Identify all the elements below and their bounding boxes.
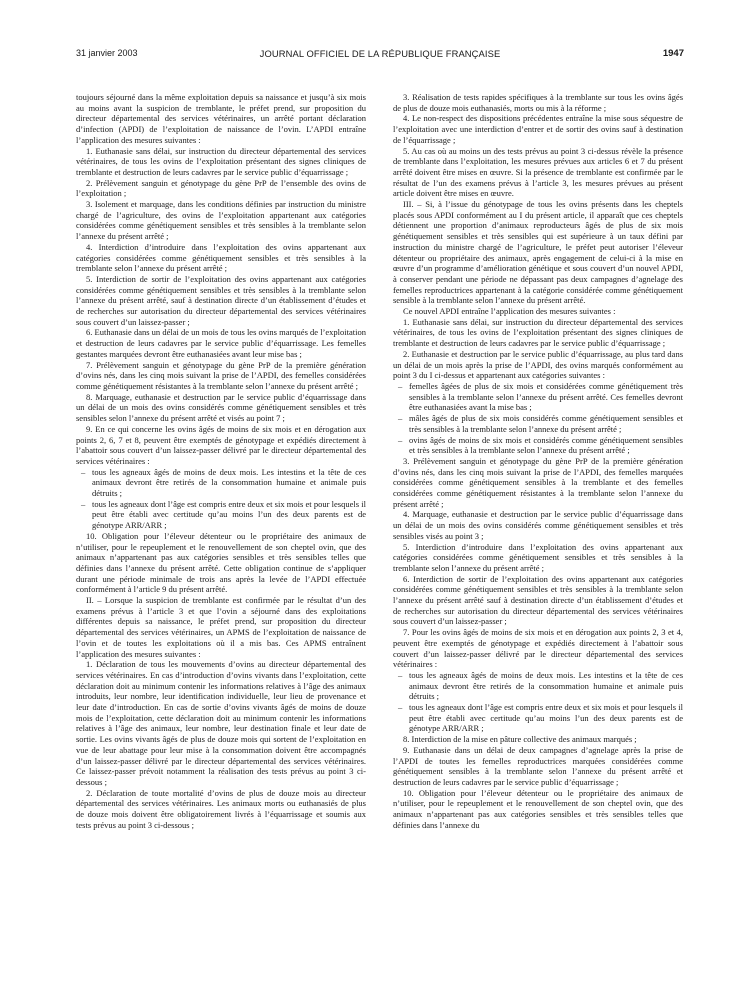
paragraph: 6. Interdiction de sortir de l’exploitation des ovins appartenant aux catégories considérées comme génétiquement sensibles et très sensibles à la tremblante selon l’annexe du présent arrêté sauf à destination directe d’un établissement d’études et de recherches sur autorisation du directeur départemental des services vétérinaires sous couvert d’un laissez-passer ; <box>393 573 683 627</box>
paragraph: 3. Réalisation de tests rapides spécifiques à la tremblante sur tous les ovins âgés de plus de douze mois euthanasiés, morts ou mis à la réforme ; <box>393 92 683 113</box>
paragraph: 2. Prélèvement sanguin et génotypage du gène PrP de l’ensemble des ovins de l’exploitation ; <box>76 177 366 199</box>
journal-title: JOURNAL OFFICIEL DE LA RÉPUBLIQUE FRANÇAISE <box>259 48 501 59</box>
list-item: – ovins âgés de moins de six mois et considérés comme génétiquement sensibles et très sensibles à la tremblante selon l’annexe du présent arrêté ; <box>409 435 683 456</box>
paragraph: 8. Marquage, euthanasie et destruction par le service public d’équarrissage dans un délai de un mois des ovins considérés comme génétiquement sensibles et très sensibles selon l’annexe du présent arrêté et visés au point 7 ; <box>76 391 366 424</box>
paragraph: 5. Au cas où au moins un des tests prévus au point 3 ci-dessus révèle la présence de tremblante dans l’exploitation, les mesures prévues aux articles 6 et 7 du présent arrêté doivent être mises en œuvre. Si la présence de tremblante est confirmée par le résultat de l’un des examens prévus à l’article 3, les mesures prévues au présent article doivent être mises en œuvre. <box>393 145 683 199</box>
paragraph: II. – Lorsque la suspicion de tremblante est confirmée par le résultat d’un des examens prévus à l’article 3 et que l’ovin a séjourné dans des exploitations différentes depuis sa naissance, le préfet prend, sur proposition du directeur départemental des services vétérinaires, un APMS de l’exploitation de naissance de l’ovin et de toutes les exploitations où il a mis bas. Ces APMS entraînent l’application des mesures suivantes : <box>76 595 366 659</box>
paragraph: 4. Interdiction d’introduire dans l’exploitation des ovins appartenant aux catégories considérées comme génétiquement sensibles et très sensibles à la tremblante selon l’annexe du présent arrêté ; <box>76 241 366 274</box>
page-number: 1947 <box>662 48 684 59</box>
paragraph: 2. Déclaration de toute mortalité d’ovins de plus de douze mois au directeur départemental des services vétérinaires. Les animaux morts ou euthanasiés de plus de douze mois doivent être obligatoirement livrés à l’équarrissage et soumis aux tests prévus au point 3 ci-dessous ; <box>76 787 366 830</box>
list-item: – femelles âgées de plus de six mois et considérées comme génétiquement très sensibles à la tremblante selon l’annexe du présent arrêté. Ces femelles devront être euthanasiées avant la mise bas ; <box>409 381 683 413</box>
paragraph: 7. Prélèvement sanguin et génotypage du gène PrP de la première génération d’ovins nés, dans les cinq mois suivant la prise de l’APDI, des femelles considérées comme génétiquement résistantes à la tremblante selon l’annexe du présent arrêté ; <box>76 359 366 391</box>
dash-list <box>76 467 366 531</box>
paragraph: 9. En ce qui concerne les ovins âgés de moins de six mois et en dérogation aux points 2, 6, 7 et 8, peuvent être exemptés de génotypage et expédiés directement à l’abattoir sous couvert d’un laissez-passer délivré par le directeur départemental des services vétérinaires : <box>76 423 366 466</box>
paragraph: 3. Isolement et marquage, dans les conditions définies par instruction du ministre chargé de l’agriculture, des ovins de l’exploitation appartenant aux catégories considérées comme génétiquement sensibles et très sensibles à la tremblante selon l’annexe du présent arrêté ; <box>76 199 366 242</box>
left-column <box>76 92 366 831</box>
list-item: – tous les agneaux âgés de moins de deux mois. Les intestins et la tête de ces animaux devront être retirés de la consommation humaine et animale puis détruits ; <box>409 670 683 702</box>
paragraph: 5. Interdiction d’introduire dans l’exploitation des ovins appartenant aux catégories considérées comme génétiquement sensibles et très sensibles à la tremblante selon l’annexe du présent arrêté ; <box>393 541 683 573</box>
right-column <box>393 92 683 831</box>
paragraph: 1. Euthanasie sans délai, sur instruction du directeur départemental des services vétérinaires, de tous les ovins de l’exploitation présentant des signes cliniques de tremblante et destruction de leurs cadavres par le service public d’équarrissage ; <box>76 145 366 177</box>
paragraph: 5. Interdiction de sortir de l’exploitation des ovins appartenant aux catégories considérées comme génétiquement sensibles et très sensibles à la tremblante selon l’annexe du présent arrêté, sauf à destination directe d’un établissement d’études et de recherches sur autorisation du directeur départemental des services vétérinaires sous couvert d’un laissez-passer ; <box>76 273 366 327</box>
paragraph: 6. Euthanasie dans un délai de un mois de tous les ovins marqués de l’exploitation et destruction de leurs cadavres par le service public d’équarrissage. Les femelles gestantes marquées devront être euthanasiées avant leur mise bas ; <box>76 327 366 359</box>
paragraph: 9. Euthanasie dans un délai de deux campagnes d’agnelage après la prise de l’APDI de toutes les femelles reproductrices marquées considérées comme génétiquement sensibles à la tremblante selon l’annexe du présent arrêté et destruction de leurs cadavres par le service public d’équarrissage ; <box>393 744 683 787</box>
paragraph: 4. Le non-respect des dispositions précédentes entraîne la mise sous séquestre de l’exploitation avec une interdiction d’entrer et de sortir des ovins sauf à destination de l’équarrissage ; <box>393 113 683 145</box>
paragraph: 3. Prélèvement sanguin et génotypage du gène PrP de la première génération d’ovins nés, dans les cinq mois suivant la prise de l’APDI, des femelles marquées considérées comme génétiquement sensibles à la tremblante et des femelles considérées comme génétiquement résistantes à la tremblante selon l’annexe du présent arrêté ; <box>393 455 683 509</box>
paragraph: Ce nouvel APDI entraîne l’application des mesures suivantes : <box>403 306 616 317</box>
page-header <box>76 48 684 62</box>
issue-date: 31 janvier 2003 <box>76 48 138 58</box>
dash-list <box>393 670 683 734</box>
paragraph: 7. Pour les ovins âgés de moins de six mois et en dérogation aux points 2, 3 et 4, peuvent être exemptés de génotypage et expédiés directement à l’abattoir sous couvert d’un laissez-passer délivré par le directeur départemental des services vétérinaires : <box>393 627 683 670</box>
paragraph: III. – Si, à l’issue du génotypage de tous les ovins présents dans les cheptels placés sous APDI conformément au I du présent article, il apparaît que ces cheptels détiennent une proportion d’animaux reproducteurs âgés de plus de six mois génétiquement sensibles et très sensibles qui est supérieure à un taux défini par instruction du ministre chargé de l’agriculture, le préfet peut autoriser l’éleveur détenteur ou propriétaire des animaux, après engagement de celui-ci à la mise en œuvre d’un programme d’amélioration génétique et sous couvert d’un nouvel APDI, à conserver pendant une période ne dépassant pas deux campagnes d’agnelage des femelles reproductrices appartenant à la catégorie considérée comme génétiquement sensible à la tremblante selon l’annexe du présent arrêté. <box>393 199 683 306</box>
list-item: – mâles âgés de plus de six mois considérés comme génétiquement sensibles et très sensibles à la tremblante selon l’annexe du présent arrêté ; <box>409 413 683 434</box>
paragraph: toujours séjourné dans la même exploitation depuis sa naissance et jusqu’à six mois au moins avant la suspicion de tremblante, le préfet prend, sur proposition du directeur départemental des services vétérinaires, un arrêté portant déclaration d’infection (APDI) de l’exploitation de naissance de l’ovin. L’APDI entraîne l’application des mesures suivantes : <box>76 92 366 145</box>
paragraph: 4. Marquage, euthanasie et destruction par le service public d’équarrissage dans un délai de un mois des ovins considérés comme génétiquement sensibles et très sensibles visés au point 3 ; <box>393 509 683 541</box>
list-item: – tous les agneaux dont l’âge est compris entre deux et six mois et pour lesquels il peut être établi avec certitude qu’au moins l’un des deux parents est de génotype ARR/ARR ; <box>409 702 683 734</box>
dash-list <box>393 381 683 456</box>
paragraph: 2. Euthanasie et destruction par le service public d’équarrissage, au plus tard dans un délai de un mois après la prise de l’APDI, des ovins marqués conformément au point 3 du I ci-dessus et appartenant aux catégories suivantes : <box>393 348 683 381</box>
list-item: – tous les agneaux âgés de moins de deux mois. Les intestins et la tête de ces animaux devront être retirés de la consommation humaine et animale puis détruits ; <box>92 467 366 499</box>
paragraph: 8. Interdiction de la mise en pâture collective des animaux marqués ; <box>403 734 637 745</box>
paragraph: 1. Euthanasie sans délai, sur instruction du directeur départemental des services vétérinaires, de tous les ovins de l’exploitation présentant des signes cliniques de tremblante et destruction de leurs cadavres par le service public d’équarrissage ; <box>393 316 683 349</box>
paragraph: 1. Déclaration de tous les mouvements d’ovins au directeur départemental des services vétérinaires. En cas d’introduction d’ovins vivants dans l’exploitation, cette déclaration doit au minimum contenir les informations relatives à l’âge des animaux introduits, leur nombre, leur identification individuelle, leur lieu de provenance et leur date d’introduction. En cas de sortie d’ovins vivants âgés de moins de douze mois de l’exploitation, cette déclaration doit au minimum contenir les informations relatives à l’âge des animaux, leur nombre, leur destination finale et leur date de sortie. Les ovins vivants âgés de plus de douze mois qui sortent de l’exploitation en vue de leur abattage pour leur mise à la consommation doivent être accompagnés d’un laissez-passer délivré par le directeur départemental des services vétérinaires. Ce laissez-passer prévoit notamment la réalisation des tests prévus au point 3 ci-dessous ; <box>76 659 366 787</box>
paragraph: 10. Obligation pour l’éleveur détenteur ou le propriétaire des animaux de n’utiliser, pour le repeuplement et le renouvellement de son cheptel ovin, que des animaux n’appartenant pas aux catégories sensibles et très sensibles telles que définies dans l’annexe du <box>393 787 683 830</box>
paragraph: 10. Obligation pour l’éleveur détenteur ou le propriétaire des animaux de n’utiliser, pour le repeuplement et le renouvellement de son cheptel ovin, que des animaux n’appartenant pas aux catégories sensibles et très sensibles telles que définies dans l’annexe du présent arrêté. Cette obligation continue de s’appliquer durant une période minimale de trois ans après la levée de l’APDI effectuée conformément à l’article 9 du présent arrêté. <box>76 530 366 595</box>
list-item: – tous les agneaux dont l’âge est compris entre deux et six mois et pour lesquels il peut être établi avec certitude qu’au moins l’un des deux parents est de génotype ARR/ARR ; <box>92 499 366 531</box>
